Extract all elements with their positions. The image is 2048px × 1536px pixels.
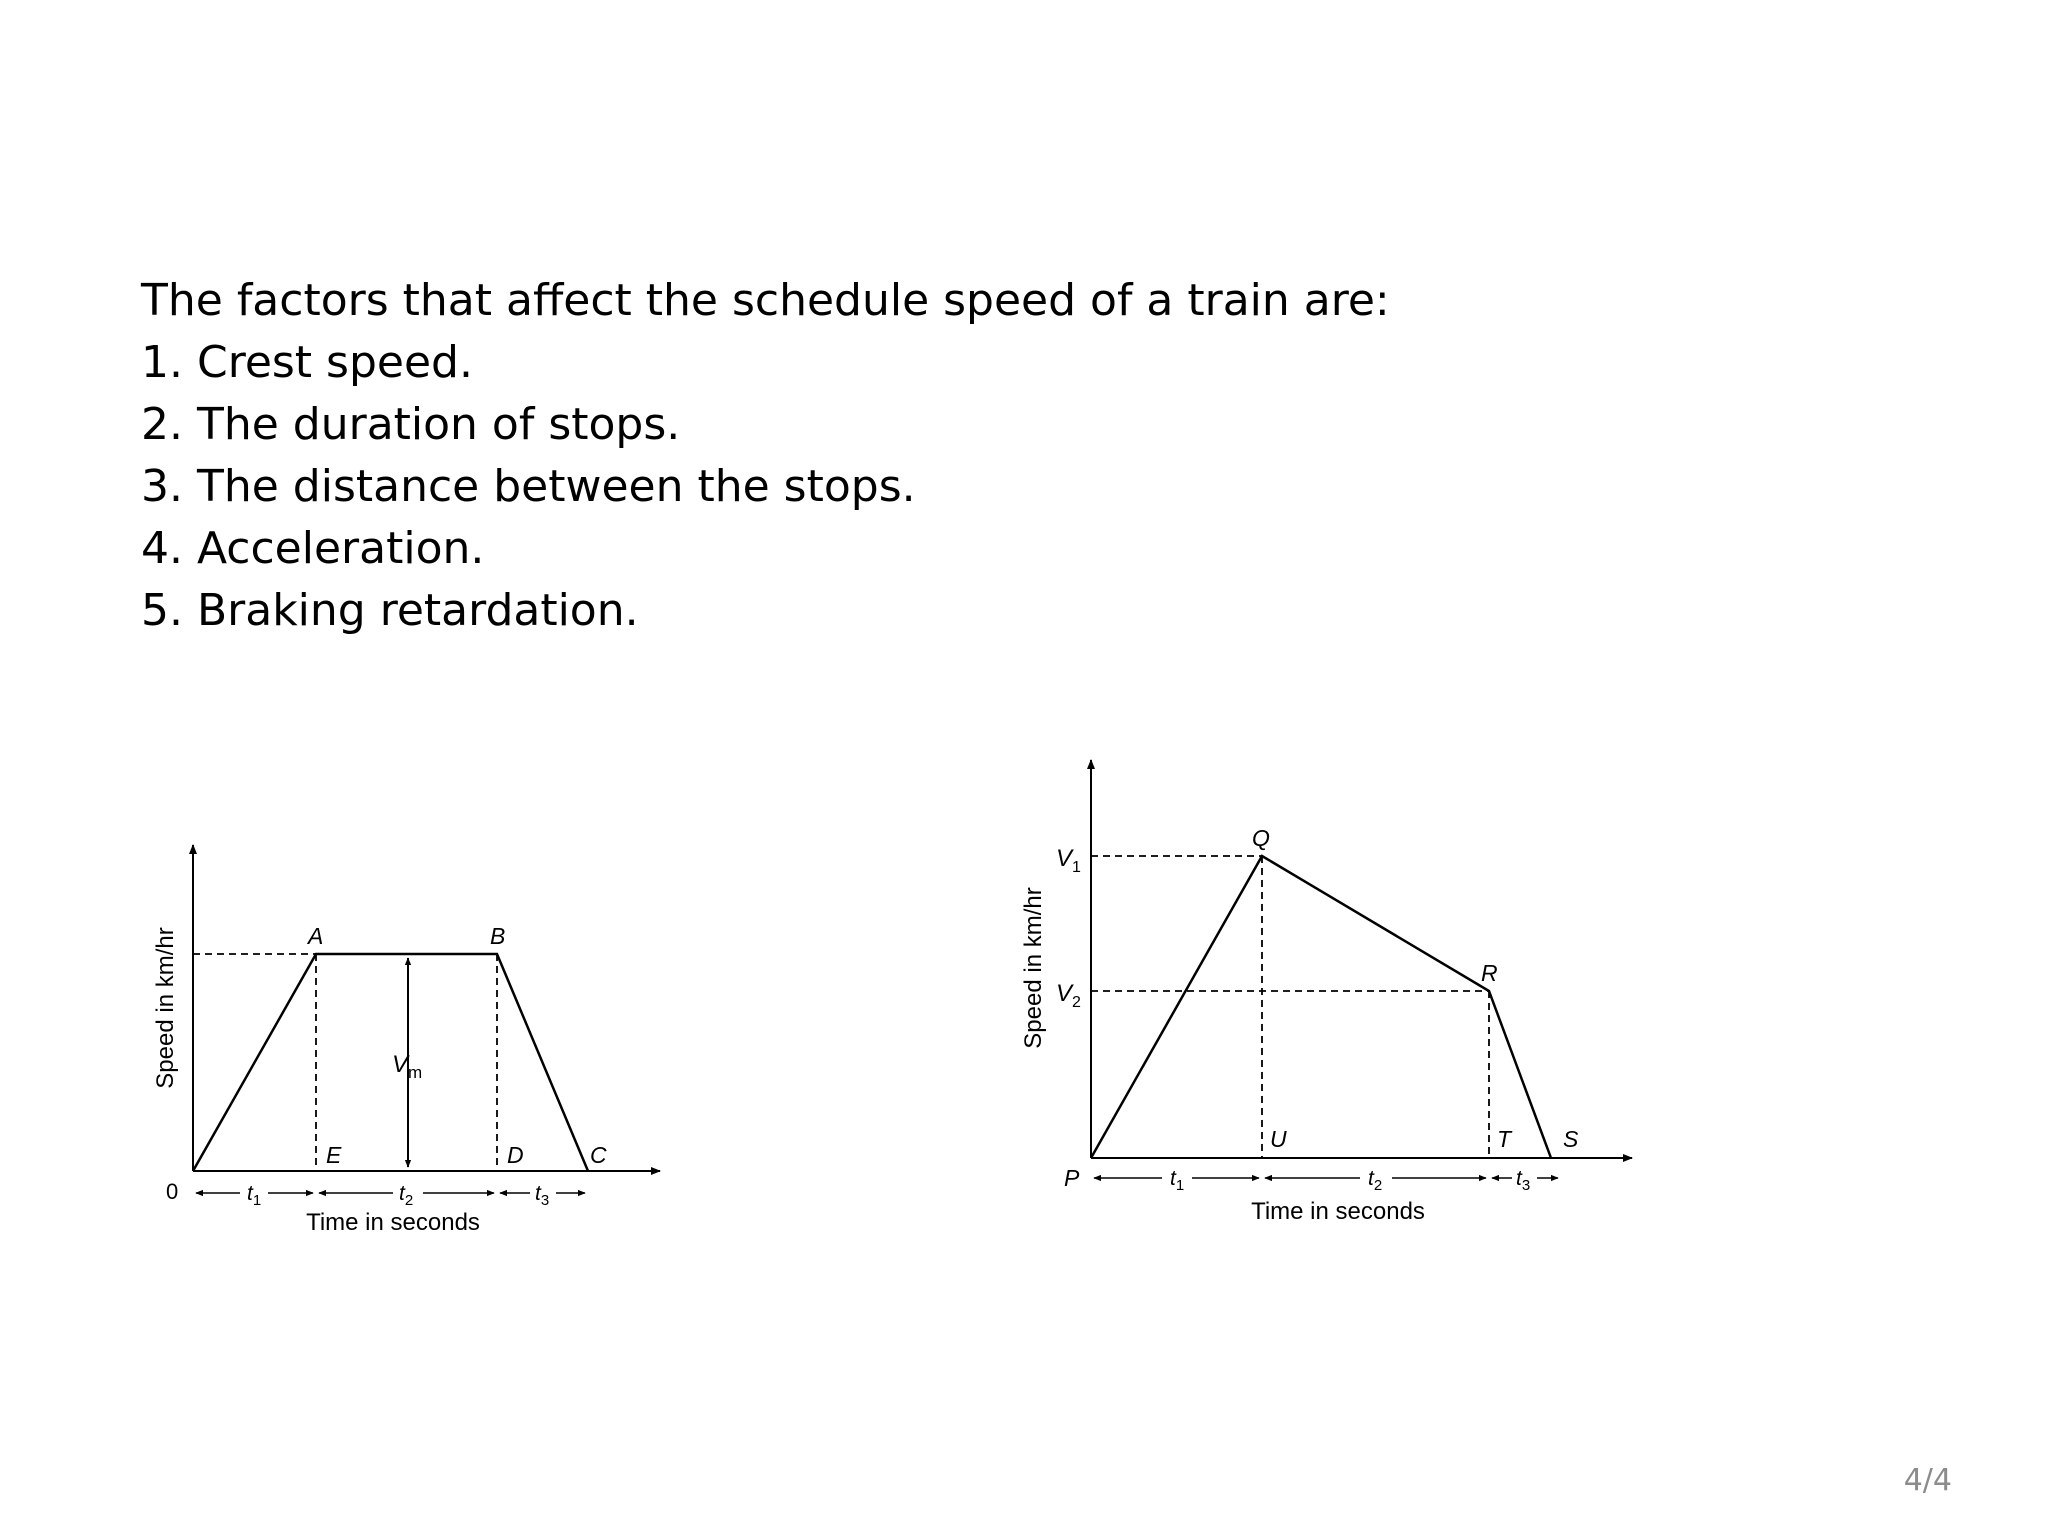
factor-item-3: 3. The distance between the stops. xyxy=(141,461,916,512)
d2-point-u: U xyxy=(1270,1126,1287,1152)
d1-t1-label: $t_1$ xyxy=(247,1182,262,1209)
d1-point-e: E xyxy=(326,1142,342,1168)
page-number: 4/4 xyxy=(1903,1463,1952,1498)
factor-item-4: 4. Acceleration. xyxy=(141,523,485,574)
factor-item-2: 2. The duration of stops. xyxy=(141,399,681,450)
d1-vm-label: $V_m$ xyxy=(392,1051,423,1082)
d1-t2-label: $t_2$ xyxy=(399,1182,414,1209)
d2-point-t: T xyxy=(1497,1126,1512,1152)
d1-y-axis-label: Speed in km/hr xyxy=(152,927,179,1089)
d1-origin-label: 0 xyxy=(166,1179,179,1204)
d1-t3-label: $t_3$ xyxy=(535,1182,550,1209)
d2-y-axis-label: Speed in km/hr xyxy=(1020,887,1047,1049)
d2-t1-label: $t_1$ xyxy=(1170,1167,1185,1194)
d2-t3-label: $t_3$ xyxy=(1516,1167,1531,1194)
d2-speed-curve xyxy=(1091,856,1551,1158)
d2-t2-label: $t_2$ xyxy=(1368,1167,1383,1194)
d2-point-q: Q xyxy=(1252,825,1270,851)
d1-point-c: C xyxy=(590,1142,607,1168)
d2-x-axis-label: Time in seconds xyxy=(1251,1198,1425,1225)
factor-item-5: 5. Braking retardation. xyxy=(141,585,639,636)
d1-point-a: A xyxy=(308,923,324,949)
d2-v2-label: $V_2$ xyxy=(1056,980,1081,1011)
d1-x-axis-label: Time in seconds xyxy=(306,1209,480,1236)
d2-v1-label: $V_1$ xyxy=(1056,845,1081,876)
d1-point-b: B xyxy=(490,923,506,949)
d2-point-p: P xyxy=(1064,1165,1080,1191)
factors-heading: The factors that affect the schedule speed of a train are: xyxy=(141,275,1390,326)
d2-point-s: S xyxy=(1563,1126,1579,1152)
d2-point-r: R xyxy=(1481,960,1498,986)
d1-point-d: D xyxy=(507,1142,524,1168)
factor-item-1: 1. Crest speed. xyxy=(141,337,473,388)
